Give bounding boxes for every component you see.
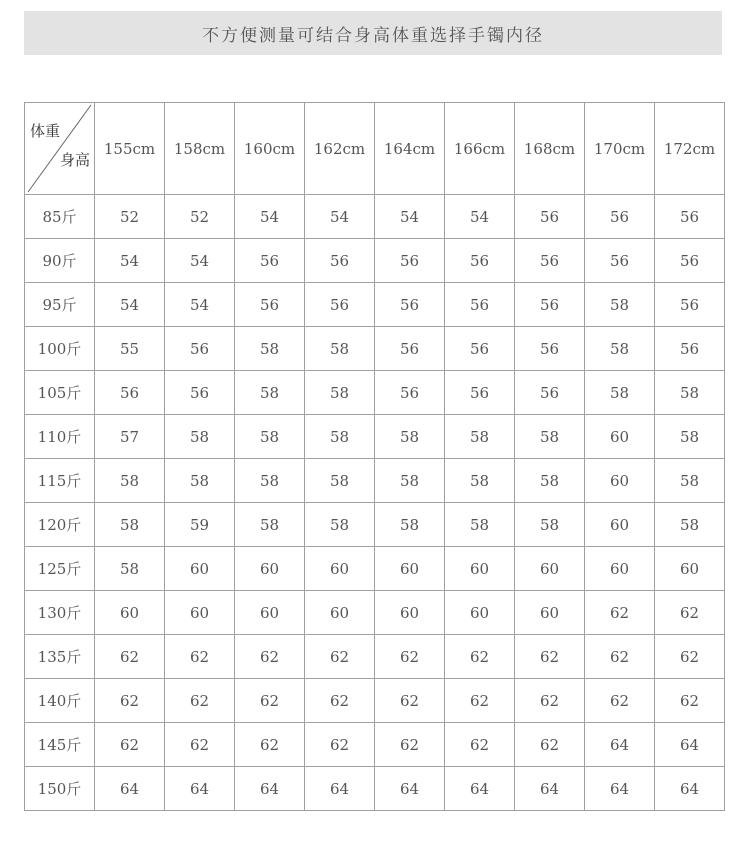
size-cell: 58 [445, 415, 515, 459]
size-cell: 56 [165, 371, 235, 415]
size-cell: 58 [655, 503, 725, 547]
size-cell: 62 [305, 679, 375, 723]
weight-row-label: 150斤 [25, 767, 95, 811]
size-cell: 58 [445, 503, 515, 547]
size-cell: 58 [515, 415, 585, 459]
table-row [25, 415, 725, 459]
size-cell: 54 [165, 239, 235, 283]
page-title: 不方便测量可结合身高体重选择手镯内径 [202, 25, 544, 46]
size-cell: 58 [235, 327, 305, 371]
corner-header [25, 103, 95, 195]
size-cell: 62 [235, 723, 305, 767]
size-cell: 64 [305, 767, 375, 811]
table-row [25, 635, 725, 679]
size-cell: 54 [235, 195, 305, 239]
size-cell: 56 [95, 371, 165, 415]
weight-row-label: 115斤 [25, 459, 95, 503]
size-cell: 58 [515, 503, 585, 547]
size-cell: 62 [375, 635, 445, 679]
size-cell: 62 [305, 635, 375, 679]
size-cell: 62 [445, 635, 515, 679]
size-cell: 56 [585, 239, 655, 283]
size-cell: 56 [515, 239, 585, 283]
table-row [25, 195, 725, 239]
table-row [25, 283, 725, 327]
size-cell: 60 [585, 547, 655, 591]
weight-row-label: 100斤 [25, 327, 95, 371]
size-cell: 58 [95, 459, 165, 503]
size-cell: 60 [585, 415, 655, 459]
size-cell: 58 [445, 459, 515, 503]
size-cell: 62 [95, 723, 165, 767]
size-cell: 54 [375, 195, 445, 239]
size-cell: 62 [655, 679, 725, 723]
size-cell: 62 [655, 635, 725, 679]
size-cell: 62 [585, 635, 655, 679]
size-cell: 64 [585, 767, 655, 811]
size-cell: 58 [655, 371, 725, 415]
size-cell: 56 [655, 195, 725, 239]
size-cell: 54 [95, 283, 165, 327]
size-cell: 60 [95, 591, 165, 635]
size-cell: 60 [235, 591, 305, 635]
size-cell: 54 [445, 195, 515, 239]
size-cell: 64 [165, 767, 235, 811]
size-cell: 57 [95, 415, 165, 459]
size-cell: 60 [515, 591, 585, 635]
size-cell: 62 [515, 635, 585, 679]
weight-axis-label: 体重 [30, 122, 61, 140]
size-cell: 62 [95, 679, 165, 723]
size-cell: 62 [165, 723, 235, 767]
table-row [25, 239, 725, 283]
table-row [25, 767, 725, 811]
weight-row-label: 130斤 [25, 591, 95, 635]
size-cell: 60 [165, 547, 235, 591]
size-cell: 52 [165, 195, 235, 239]
height-header-cell: 166cm [445, 103, 515, 195]
table-body [25, 195, 725, 811]
size-cell: 56 [585, 195, 655, 239]
size-cell: 62 [375, 679, 445, 723]
size-cell: 56 [445, 239, 515, 283]
size-cell: 62 [375, 723, 445, 767]
table-row [25, 327, 725, 371]
weight-row-label: 110斤 [25, 415, 95, 459]
size-cell: 58 [375, 415, 445, 459]
height-header-cell: 158cm [165, 103, 235, 195]
size-cell: 58 [585, 327, 655, 371]
size-cell: 55 [95, 327, 165, 371]
size-cell: 62 [515, 723, 585, 767]
header-row [25, 103, 725, 195]
size-cell: 56 [375, 239, 445, 283]
size-cell: 56 [235, 283, 305, 327]
size-cell: 62 [235, 679, 305, 723]
height-header-cell: 164cm [375, 103, 445, 195]
size-cell: 58 [515, 459, 585, 503]
weight-row-label: 90斤 [25, 239, 95, 283]
size-cell: 62 [585, 679, 655, 723]
size-cell: 64 [655, 767, 725, 811]
size-cell: 60 [445, 547, 515, 591]
size-cell: 60 [445, 591, 515, 635]
size-cell: 56 [445, 371, 515, 415]
size-cell: 59 [165, 503, 235, 547]
height-header-cell: 172cm [655, 103, 725, 195]
size-cell: 62 [515, 679, 585, 723]
size-cell: 58 [305, 415, 375, 459]
size-cell: 60 [165, 591, 235, 635]
height-header-cell: 168cm [515, 103, 585, 195]
size-cell: 64 [375, 767, 445, 811]
size-cell: 56 [515, 327, 585, 371]
table-row [25, 371, 725, 415]
size-cell: 58 [95, 503, 165, 547]
size-cell: 58 [235, 415, 305, 459]
size-cell: 64 [585, 723, 655, 767]
size-cell: 64 [515, 767, 585, 811]
size-cell: 56 [375, 327, 445, 371]
size-cell: 56 [515, 371, 585, 415]
size-cell: 62 [165, 635, 235, 679]
size-cell: 58 [305, 371, 375, 415]
size-cell: 60 [585, 459, 655, 503]
table-row [25, 723, 725, 767]
size-cell: 60 [655, 547, 725, 591]
size-cell: 60 [375, 591, 445, 635]
size-cell: 56 [655, 239, 725, 283]
table-row [25, 503, 725, 547]
size-cell: 58 [305, 327, 375, 371]
size-cell: 56 [235, 239, 305, 283]
size-cell: 56 [305, 283, 375, 327]
size-cell: 54 [305, 195, 375, 239]
size-cell: 62 [165, 679, 235, 723]
table-row [25, 459, 725, 503]
size-cell: 58 [165, 415, 235, 459]
size-cell: 64 [445, 767, 515, 811]
weight-row-label: 85斤 [25, 195, 95, 239]
size-cell: 60 [235, 547, 305, 591]
table-row [25, 591, 725, 635]
weight-row-label: 135斤 [25, 635, 95, 679]
weight-row-label: 105斤 [25, 371, 95, 415]
size-cell: 58 [95, 547, 165, 591]
size-cell: 56 [375, 371, 445, 415]
size-cell: 60 [305, 547, 375, 591]
table-row [25, 679, 725, 723]
size-cell: 58 [235, 371, 305, 415]
weight-row-label: 125斤 [25, 547, 95, 591]
size-cell: 62 [235, 635, 305, 679]
size-cell: 54 [165, 283, 235, 327]
size-cell: 56 [515, 283, 585, 327]
weight-row-label: 120斤 [25, 503, 95, 547]
size-cell: 58 [305, 459, 375, 503]
size-cell: 56 [515, 195, 585, 239]
size-cell: 58 [305, 503, 375, 547]
height-axis-label: 身高 [59, 151, 90, 169]
size-cell: 58 [375, 459, 445, 503]
size-cell: 60 [585, 503, 655, 547]
size-cell: 56 [305, 239, 375, 283]
height-header-cell: 162cm [305, 103, 375, 195]
weight-row-label: 140斤 [25, 679, 95, 723]
size-cell: 52 [95, 195, 165, 239]
weight-row-label: 95斤 [25, 283, 95, 327]
height-header-cell: 155cm [95, 103, 165, 195]
size-cell: 64 [235, 767, 305, 811]
size-cell: 60 [375, 547, 445, 591]
size-cell: 58 [585, 371, 655, 415]
size-cell: 56 [655, 283, 725, 327]
size-cell: 56 [375, 283, 445, 327]
size-cell: 58 [585, 283, 655, 327]
size-cell: 62 [445, 723, 515, 767]
size-cell: 62 [95, 635, 165, 679]
weight-row-label: 145斤 [25, 723, 95, 767]
title-banner [24, 11, 722, 55]
size-cell: 64 [95, 767, 165, 811]
size-cell: 58 [235, 503, 305, 547]
size-cell: 56 [445, 327, 515, 371]
size-cell: 62 [655, 591, 725, 635]
size-chart-table [24, 102, 725, 811]
size-cell: 58 [165, 459, 235, 503]
size-cell: 62 [305, 723, 375, 767]
size-cell: 60 [305, 591, 375, 635]
size-cell: 58 [375, 503, 445, 547]
size-cell: 62 [445, 679, 515, 723]
size-cell: 54 [95, 239, 165, 283]
table-row [25, 547, 725, 591]
size-cell: 64 [655, 723, 725, 767]
size-cell: 58 [655, 459, 725, 503]
height-header-cell: 160cm [235, 103, 305, 195]
size-cell: 56 [165, 327, 235, 371]
size-cell: 62 [585, 591, 655, 635]
size-cell: 56 [445, 283, 515, 327]
size-cell: 56 [655, 327, 725, 371]
size-cell: 60 [515, 547, 585, 591]
size-cell: 58 [655, 415, 725, 459]
size-cell: 58 [235, 459, 305, 503]
height-header-cell: 170cm [585, 103, 655, 195]
